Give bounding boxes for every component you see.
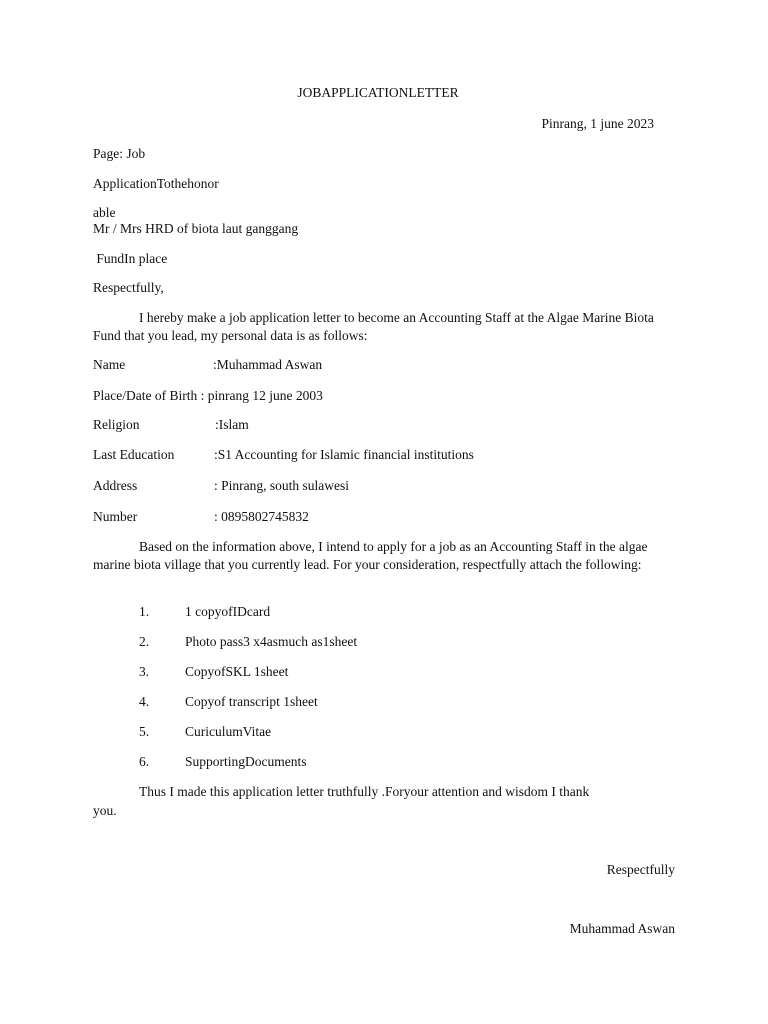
- intro-paragraph: I hereby make a job application letter to become an Accounting Staff at the Algae Marine Biota Fund that you lead, my personal data is as follows:: [93, 310, 654, 343]
- salutation: Respectfully,: [93, 280, 164, 295]
- name-label: Name: [93, 357, 126, 372]
- attachment-text: CopyofSKL 1sheet: [185, 664, 289, 679]
- recipient-line: Mr / Mrs HRD of biota laut ganggang: [93, 221, 299, 236]
- attachment-number: 6.: [139, 754, 150, 769]
- subject-line: Page: Job: [93, 146, 146, 161]
- closing-line-2: you.: [93, 803, 117, 818]
- name-value: :Muhammad Aswan: [213, 357, 323, 372]
- address-label: Address: [93, 478, 138, 493]
- address-value: : Pinrang, south sulawesi: [214, 478, 349, 493]
- signoff: Respectfully: [606, 862, 675, 877]
- body-paragraph: Based on the information above, I intend to apply for a job as an Accounting Staff in the algae marine biota village that you currently lead. For your consideration, respectfully attach the following:: [93, 539, 648, 572]
- attachment-number: 5.: [139, 724, 150, 739]
- attachment-text: Copyof transcript 1sheet: [185, 694, 318, 709]
- attachment-number: 1.: [139, 604, 150, 619]
- religion-label: Religion: [93, 417, 140, 432]
- application-to-line: ApplicationTothehonor: [93, 176, 219, 191]
- attachment-text: Photo pass3 x4asmuch as1sheet: [185, 634, 358, 649]
- education-label: Last Education: [93, 447, 175, 462]
- attachment-number: 3.: [139, 664, 150, 679]
- able-line: able: [93, 205, 116, 220]
- attachment-text: SupportingDocuments: [185, 754, 307, 769]
- attachment-text: 1 copyofIDcard: [185, 604, 271, 619]
- religion-value: :Islam: [215, 417, 249, 432]
- birth-line: Place/Date of Birth : pinrang 12 june 2003: [93, 388, 323, 403]
- education-value: :S1 Accounting for Islamic financial institutions: [214, 447, 474, 462]
- number-value: : 0895802745832: [214, 509, 309, 524]
- signature-name: Muhammad Aswan: [569, 921, 675, 936]
- attachment-number: 2.: [139, 634, 150, 649]
- closing-line-1: Thus I made this application letter truthfully .Foryour attention and wisdom I thank: [139, 784, 590, 799]
- fund-place-line: FundIn place: [93, 251, 168, 266]
- attachment-text: CuriculumVitae: [185, 724, 272, 739]
- letter-title: JOBAPPLICATIONLETTER: [297, 85, 459, 100]
- attachment-number: 4.: [139, 694, 150, 709]
- place-date: Pinrang, 1 june 2023: [541, 116, 654, 131]
- number-label: Number: [93, 509, 138, 524]
